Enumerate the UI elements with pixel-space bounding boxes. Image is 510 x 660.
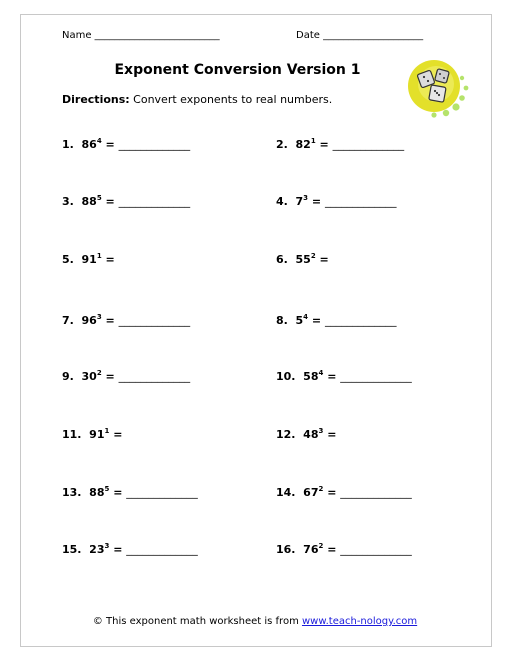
problem-number: 8. [276,314,288,327]
problem-exponent: 3 [303,194,309,202]
answer-blank[interactable]: _____________ [340,370,412,383]
problem-number: 15. [62,543,82,556]
problem-9: 9. $30^2$ = _____________ [62,369,191,383]
footer-link[interactable]: www.teach-nology.com [301,616,418,627]
problem-10: 10. $58^4$ = _____________ [276,369,412,383]
problem-number: 13. [62,486,82,499]
problem-3: 3. $88^5$ = _____________ [62,194,191,208]
answer-blank[interactable]: _____________ [118,370,191,383]
answer-blank[interactable]: _____________ [126,486,198,499]
problem-11: 11. $91^1$ = [62,427,123,441]
worksheet-title: Exponent Conversion Version 1 [114,62,361,78]
problem-exponent: 3 [318,427,324,435]
answer-blank[interactable]: _____________ [118,195,191,208]
answer-blank[interactable]: _____________ [340,486,412,499]
problem-base: 76 [303,543,319,556]
answer-blank[interactable]: _____________ [324,314,397,327]
dice-logo-icon [406,58,470,118]
problem-6: 6. $55^2$ = [276,252,329,266]
problem-15: 15. $23^3$ = _____________ [62,542,198,556]
answer-blank[interactable]: _____________ [118,314,191,327]
problem-2: 2. $82^1$ = _____________ [276,137,405,151]
answer-blank[interactable]: _____________ [118,138,191,151]
problem-number: 11. [62,428,82,441]
problem-base: 67 [303,486,319,499]
problem-base: 48 [303,428,319,441]
problem-exponent: 1 [310,137,316,145]
footer [0,616,510,627]
problem-base: 91 [89,428,105,441]
problem-exponent: 4 [318,369,324,377]
problem-exponent: 3 [96,313,102,321]
problem-base: 55 [295,253,311,266]
footer-text: © This exponent math worksheet is from [92,616,302,627]
problem-base: 86 [81,138,97,151]
answer-blank[interactable]: _____________ [332,138,405,151]
problem-exponent: 2 [318,542,324,550]
problem-base: 82 [295,138,311,151]
problem-number: 16. [276,543,296,556]
directions-text: Convert exponents to real numbers. [129,93,333,106]
problem-base: 88 [81,195,97,208]
problem-base: 30 [81,370,97,383]
name-field[interactable]: Name _________________________ [62,30,220,41]
problem-base: 7 [295,195,304,208]
problem-number: 1. [62,138,74,151]
problem-exponent: 5 [96,194,102,202]
problem-exponent: 1 [96,252,102,260]
problem-base: 5 [295,314,304,327]
directions-label: Directions: [62,93,130,106]
problem-number: 14. [276,486,296,499]
answer-blank[interactable]: _____________ [126,543,198,556]
problem-number: 12. [276,428,296,441]
problem-8: 8. $5^4$ = _____________ [276,313,397,327]
problem-exponent: 4 [96,137,102,145]
problem-13: 13. $88^5$ = _____________ [62,485,198,499]
problem-5: 5. $91^1$ = [62,252,115,266]
answer-blank[interactable]: _____________ [324,195,397,208]
problem-number: 10. [276,370,296,383]
problem-number: 7. [62,314,74,327]
problem-exponent: 3 [104,542,110,550]
problem-number: 4. [276,195,288,208]
problem-base: 88 [89,486,105,499]
problem-base: 96 [81,314,97,327]
problem-base: 58 [303,370,319,383]
problem-12: 12. $48^3$ = [276,427,337,441]
problem-number: 3. [62,195,74,208]
directions [62,93,332,106]
problem-number: 5. [62,253,74,266]
answer-blank[interactable]: _____________ [340,543,412,556]
problem-number: 6. [276,253,288,266]
problem-number: 9. [62,370,74,383]
problem-exponent: 5 [104,485,110,493]
problem-1: 1. $86^4$ = _____________ [62,137,191,151]
problem-16: 16. $76^2$ = _____________ [276,542,412,556]
problem-number: 2. [276,138,288,151]
problem-base: 23 [89,543,105,556]
problem-14: 14. $67^2$ = _____________ [276,485,412,499]
problem-exponent: 2 [318,485,324,493]
problem-4: 4. $7^3$ = _____________ [276,194,397,208]
problem-exponent: 4 [303,313,309,321]
problem-7: 7. $96^3$ = _____________ [62,313,191,327]
date-field[interactable]: Date ____________________ [296,30,424,41]
problem-exponent: 2 [310,252,316,260]
problem-exponent: 1 [104,427,110,435]
problem-exponent: 2 [96,369,102,377]
problem-base: 91 [81,253,97,266]
